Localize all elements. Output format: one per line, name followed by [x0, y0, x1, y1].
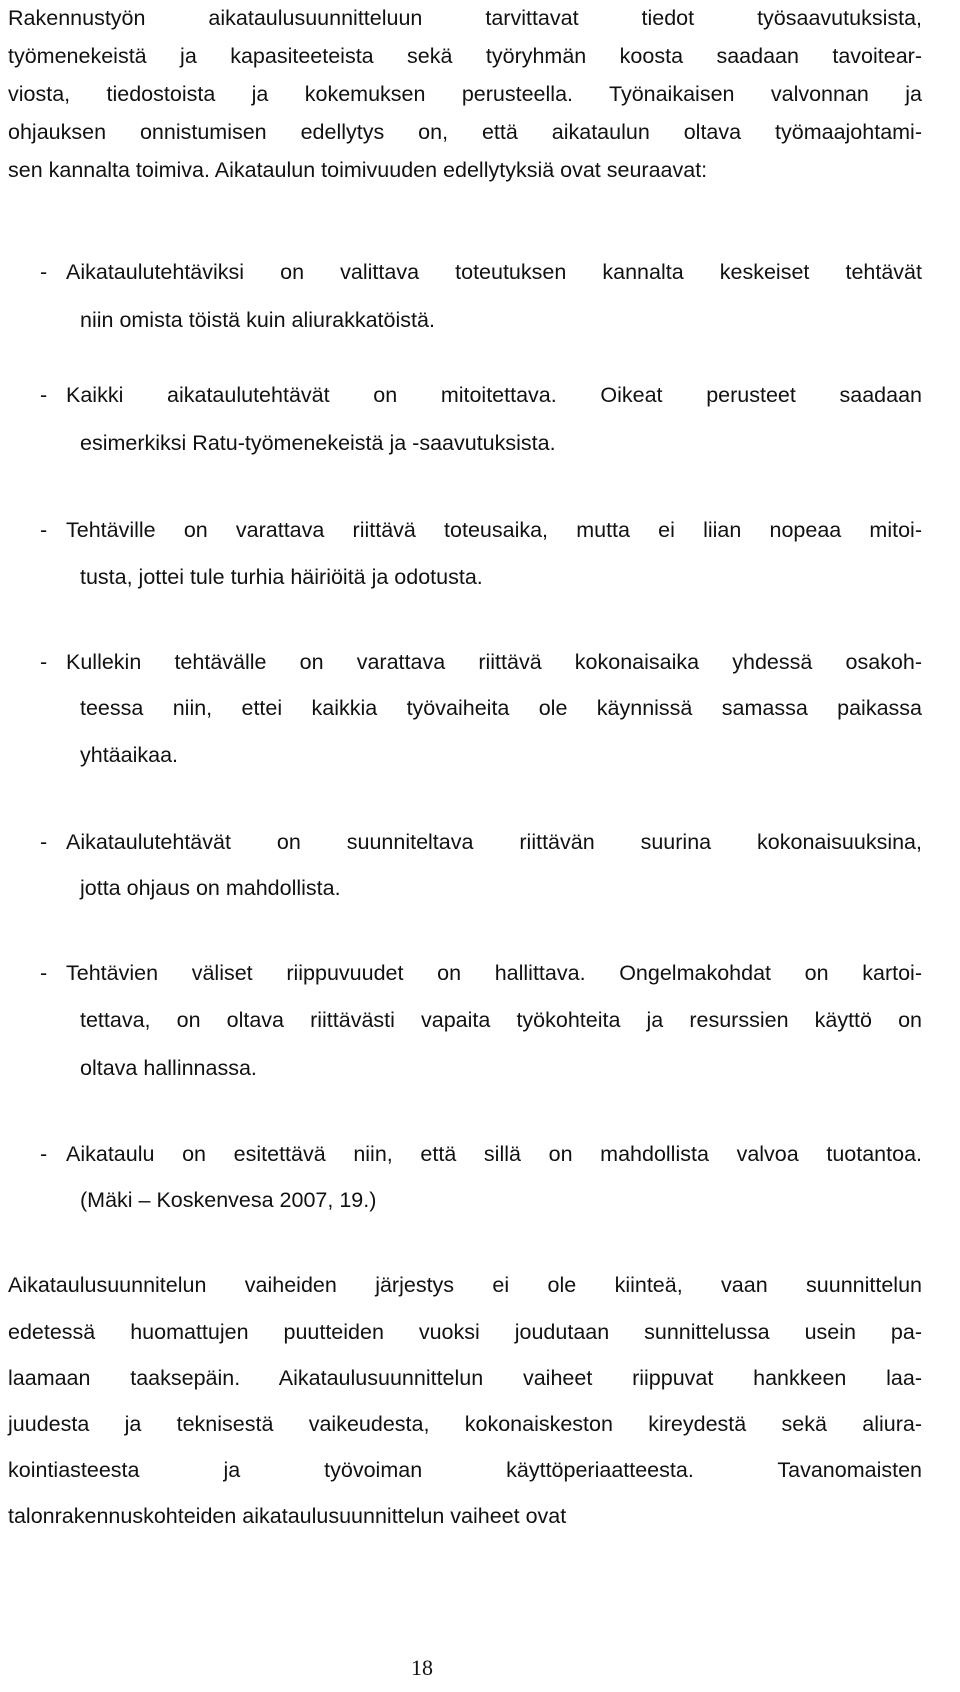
page-number: 18 — [411, 1655, 433, 1680]
list-item-line: Tehtäville on varattava riittävä toteusaika, mutta ei liian nopeaa mitoi- — [66, 518, 922, 542]
list-dash: - — [40, 830, 48, 854]
list-dash: - — [40, 1142, 48, 1166]
list-item-line: Aikataulu on esitettävä niin, että sillä on mahdollista valvoa tuotantoa. — [66, 1142, 922, 1166]
list-item-line: (Mäki – Koskenvesa 2007, 19.) — [80, 1188, 377, 1212]
list-item-line: oltava hallinnassa. — [80, 1056, 257, 1080]
list-item-line: Aikataulutehtävät on suunniteltava riittävän suurina kokonaisuuksina, — [66, 830, 922, 854]
closing-line: edetessä huomattujen puutteiden vuoksi joudutaan sunnittelussa usein pa- — [8, 1320, 922, 1344]
list-dash: - — [40, 260, 48, 284]
list-item-line: teessa niin, ettei kaikkia työvaiheita ole käynnissä samassa paikassa — [80, 696, 922, 720]
list-item-line: tusta, jottei tule turhia häiriöitä ja odotusta. — [80, 565, 483, 589]
list-dash: - — [40, 961, 48, 985]
list-item-line: Tehtävien väliset riippuvuudet on hallittava. Ongelmakohdat on kartoi- — [66, 961, 922, 985]
list-item-line: yhtäaikaa. — [80, 743, 179, 767]
intro-line: sen kannalta toimiva. Aikataulun toimivuuden edellytyksiä ovat seuraavat: — [8, 158, 708, 182]
list-dash: - — [40, 518, 48, 542]
list-item-line: tettava, on oltava riittävästi vapaita työkohteita ja resurssien käyttö on — [80, 1008, 922, 1032]
list-item-line: Kaikki aikataulutehtävät on mitoitettava. Oikeat perusteet saadaan — [66, 383, 922, 407]
intro-line: ohjauksen onnistumisen edellytys on, että aikataulun oltava työmaajohtami- — [8, 120, 922, 144]
closing-line: laamaan taaksepäin. Aikataulusuunnittelun vaiheet riippuvat hankkeen laa- — [8, 1366, 922, 1390]
intro-line: viosta, tiedostoista ja kokemuksen perusteella. Työnaikaisen valvonnan ja — [8, 82, 922, 106]
list-item-line: Kullekin tehtävälle on varattava riittävä kokonaisaika yhdessä osakoh- — [66, 650, 922, 674]
list-item-line: Aikataulutehtäviksi on valittava toteutuksen kannalta keskeiset tehtävät — [66, 260, 922, 284]
closing-line: kointiasteesta ja työvoiman käyttöperiaatteesta. Tavanomaisten — [8, 1458, 922, 1482]
closing-line: juudesta ja teknisestä vaikeudesta, kokonaiskeston kireydestä sekä aliura- — [8, 1412, 922, 1436]
closing-line: Aikataulusuunnitelun vaiheiden järjestys ei ole kiinteä, vaan suunnittelun — [8, 1273, 922, 1297]
list-dash: - — [40, 383, 48, 407]
intro-line: Rakennustyön aikataulusuunnitteluun tarvittavat tiedot työsaavutuksista, — [8, 6, 922, 30]
list-item-line: niin omista töistä kuin aliurakkatöistä. — [80, 308, 435, 332]
list-dash: - — [40, 650, 48, 674]
closing-line: talonrakennuskohteiden aikataulusuunnittelun vaiheet ovat — [8, 1504, 567, 1528]
list-item-line: esimerkiksi Ratu-työmenekeistä ja -saavutuksista. — [80, 431, 556, 455]
list-item-line: jotta ohjaus on mahdollista. — [80, 876, 341, 900]
intro-line: työmenekeistä ja kapasiteeteista sekä työryhmän koosta saadaan tavoitear- — [8, 44, 922, 68]
